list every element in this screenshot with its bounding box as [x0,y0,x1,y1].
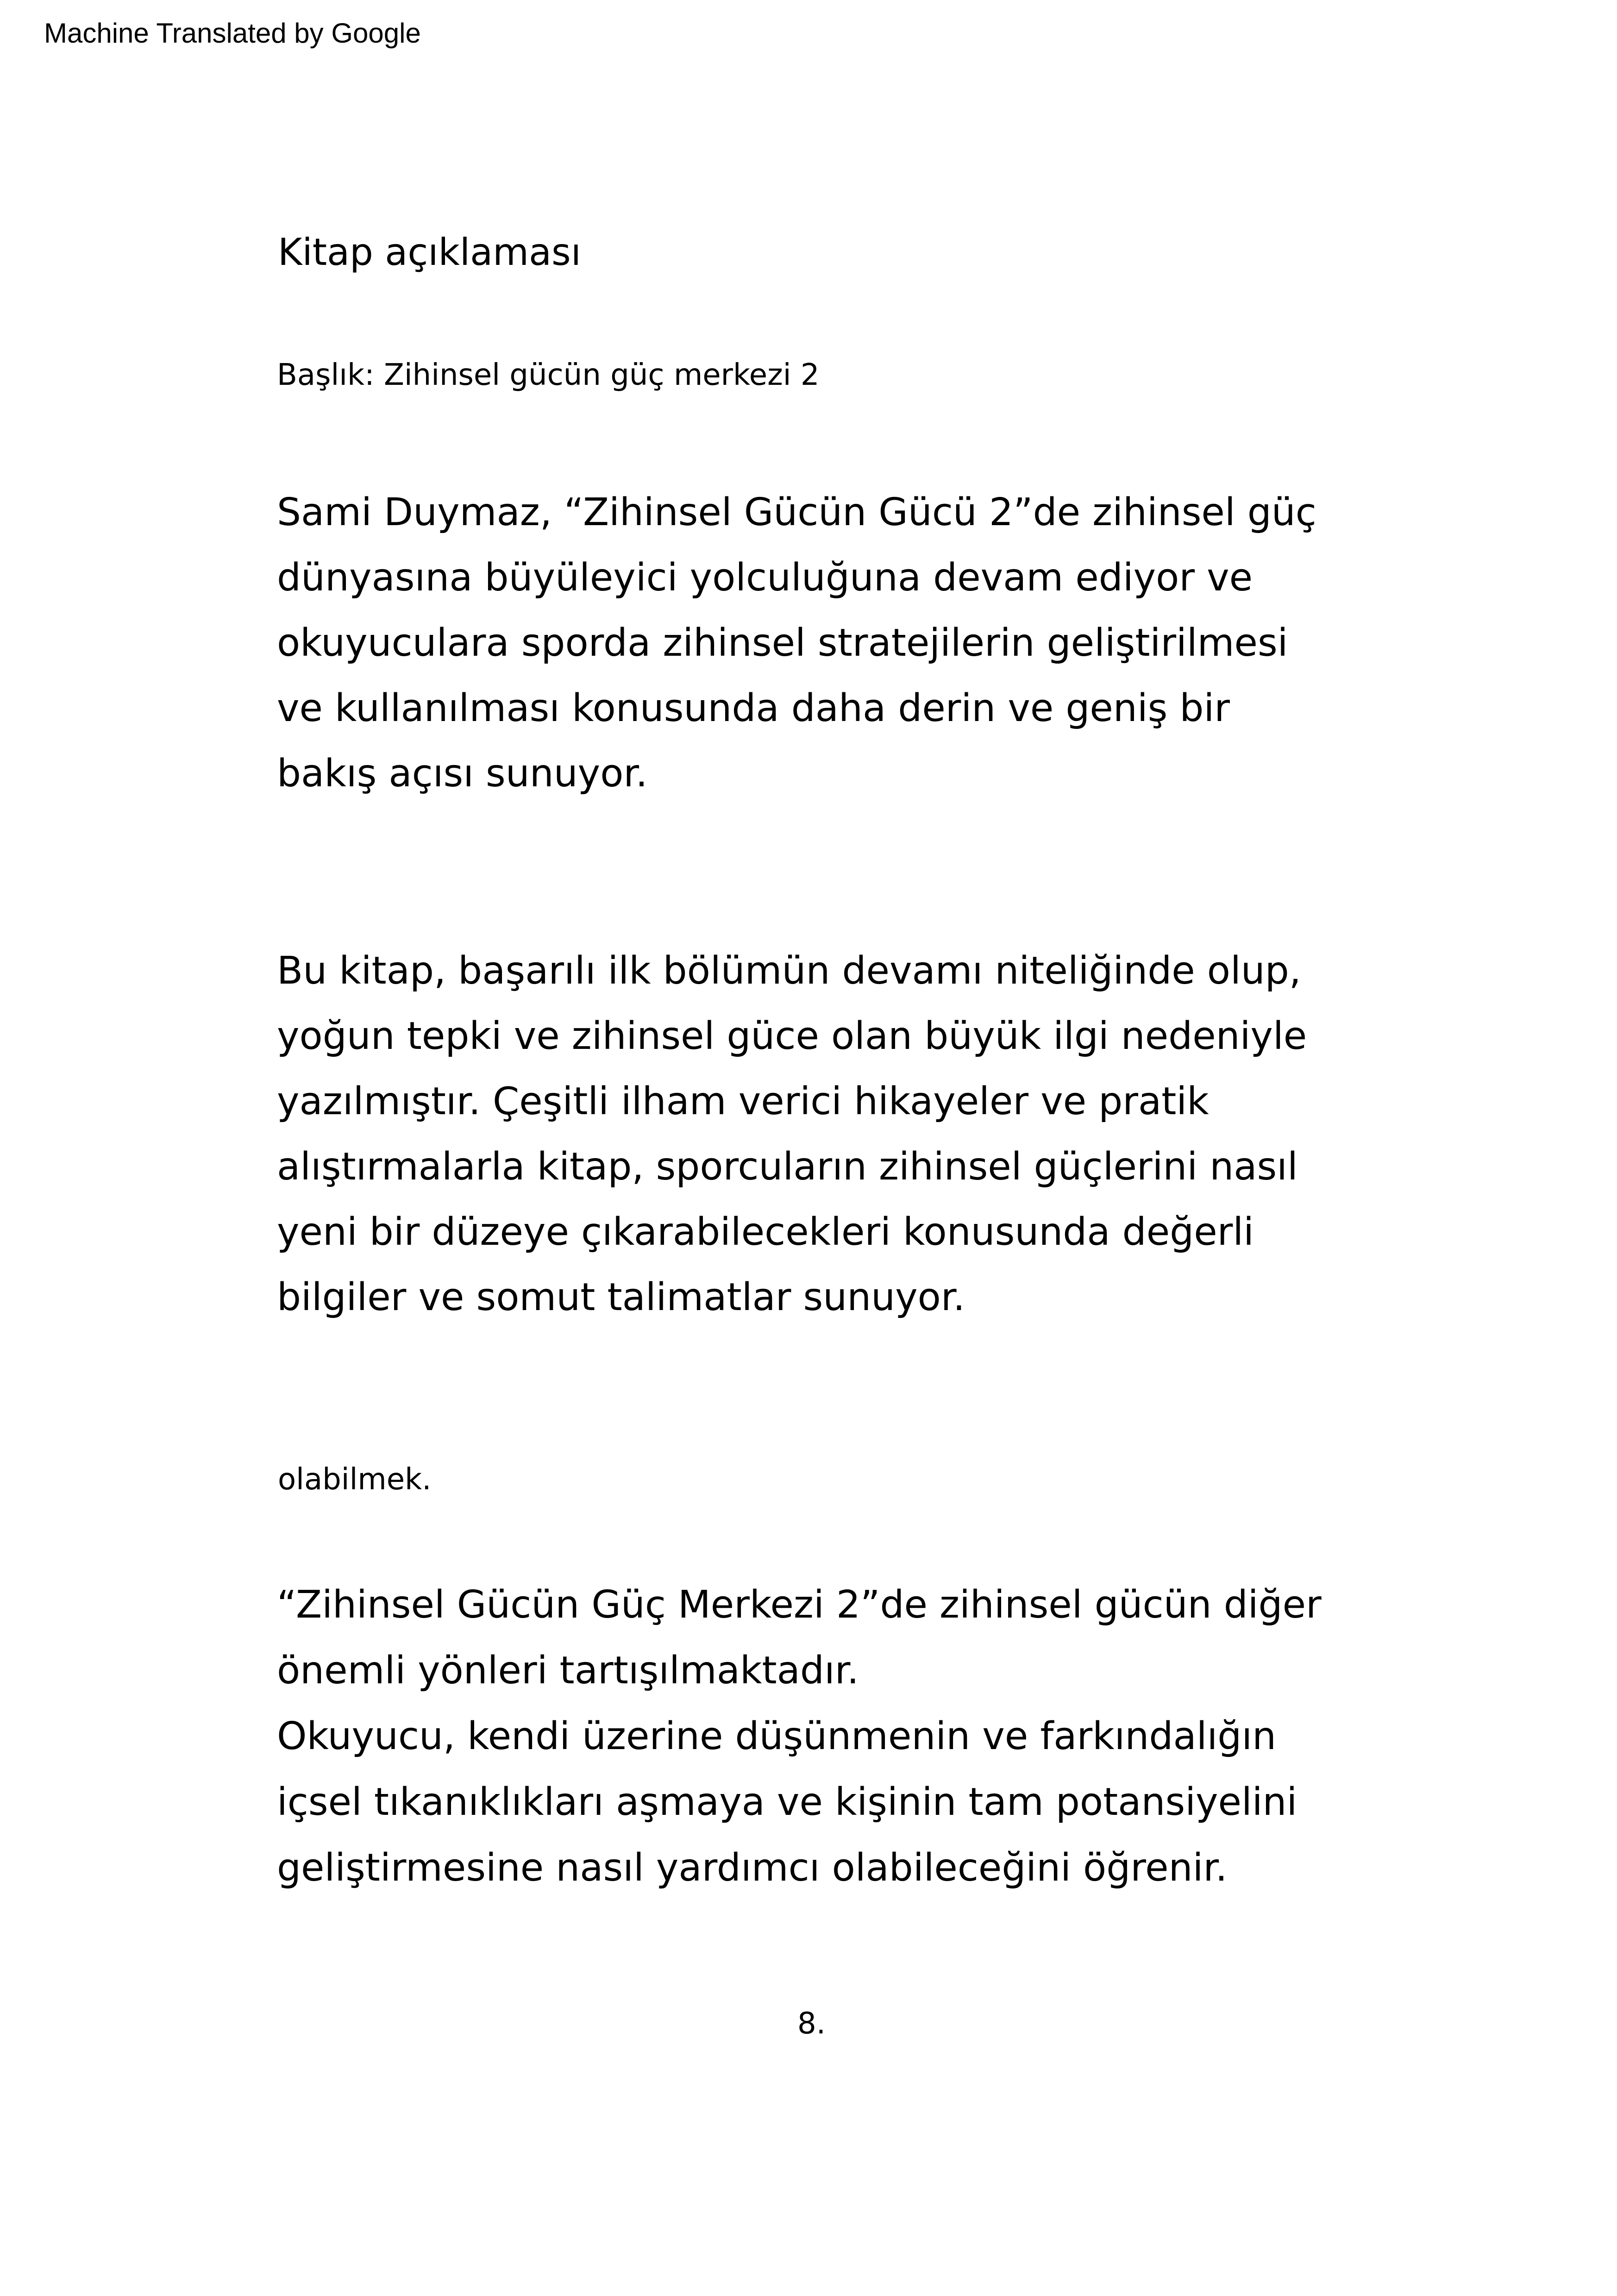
paragraph-line: yeni bir düzeye çıkarabilecekleri konusunda değerli [277,1210,1254,1254]
paragraph-line: Sami Duymaz, “Zihinsel Gücün Gücü 2”de zihinsel güç [277,490,1316,534]
text-fragment: olabilmek. [278,1462,432,1497]
paragraph-line: içsel tıkanıklıkları aşmaya ve kişinin tam potansiyelini [277,1780,1297,1824]
paragraph-line: geliştirmesine nasıl yardımcı olabileceğini öğrenir. [277,1846,1228,1890]
paragraph-line: alıştırmalarla kitap, sporcuların zihinsel güçlerini nasıl [277,1145,1298,1189]
paragraph-topics [277,1572,1388,1901]
paragraph-line: dünyasına büyüleyici yolculuğuna devam ediyor ve [277,556,1253,600]
paragraph-line: Bu kitap, başarılı ilk bölümün devamı niteliğinde olup, [277,949,1301,993]
paragraph-sequel [277,938,1388,1330]
paragraph-line: bakış açısı sunuyor. [277,752,648,796]
paragraph-line: okuyuculara sporda zihinsel stratejilerin geliştirilmesi [277,621,1288,665]
paragraph-line: önemli yönleri tartışılmaktadır. [277,1649,859,1693]
paragraph-line: bilgiler ve somut talimatlar sunuyor. [277,1275,965,1319]
machine-translation-banner: Machine Translated by Google [44,18,421,49]
page-heading: Kitap açıklaması [278,231,581,274]
page-number: 8. [797,2007,826,2041]
paragraph-line: “Zihinsel Gücün Güç Merkezi 2”de zihinsel gücün diğer [277,1583,1322,1627]
book-title-line: Başlık: Zihinsel gücün güç merkezi 2 [277,358,820,392]
paragraph-line: yoğun tepki ve zihinsel güce olan büyük ilgi nedeniyle [277,1014,1307,1058]
paragraph-line: ve kullanılması konusunda daha derin ve geniş bir [277,686,1230,730]
paragraph-intro [277,480,1388,806]
paragraph-line: Okuyucu, kendi üzerine düşünmenin ve farkındalığın [277,1714,1277,1758]
paragraph-line: yazılmıştır. Çeşitli ilham verici hikayeler ve pratik [277,1079,1209,1123]
